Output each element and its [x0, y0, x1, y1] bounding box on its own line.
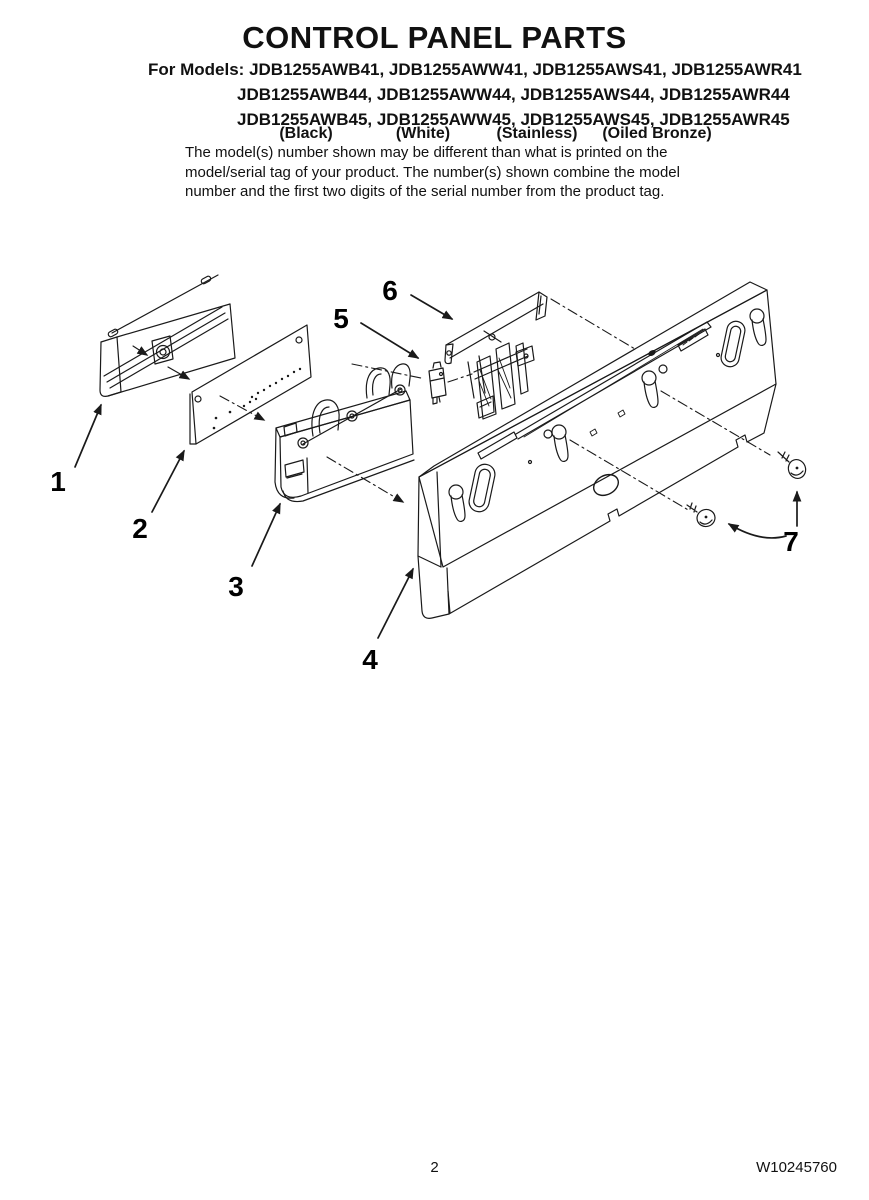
models-prefix: For Models: [148, 60, 245, 79]
disclaimer-line: The model(s) number shown may be different than what is printed on the [185, 144, 668, 161]
part-control-board [190, 325, 311, 444]
part-latch-assembly [445, 292, 547, 419]
callout-1: 1 [50, 466, 66, 497]
model-line: JDB1255AWB45, JDB1255AWW45, JDB1255AWS45, JDB1255AWR45 [237, 110, 790, 129]
callout-3: 3 [228, 571, 244, 602]
callout-2: 2 [132, 513, 148, 544]
keyhole-slot [552, 425, 568, 461]
oval-cutout [719, 320, 746, 369]
page-title: CONTROL PANEL PARTS [242, 20, 627, 55]
part-screw-upper [778, 452, 808, 481]
footer-document-number: W10245760 [756, 1159, 837, 1176]
callout-labels [50, 275, 799, 675]
callout-5: 5 [333, 303, 349, 334]
finish-label-black: (Black) [279, 125, 333, 142]
disclaimer-line: number and the first two digits of the serial number from the product tag. [185, 183, 665, 200]
footer-page-number: 2 [430, 1159, 439, 1176]
keyhole-slot [750, 309, 766, 345]
callout-6: 6 [382, 275, 398, 306]
keyhole-slot [642, 371, 658, 407]
callout-7: 7 [783, 526, 799, 557]
part-control-panel [418, 282, 776, 618]
finish-label-oiled-bronze: (Oiled Bronze) [602, 125, 712, 142]
keyhole-slot [449, 485, 465, 521]
model-line: JDB1255AWB44, JDB1255AWW44, JDB1255AWS44, JDB1255AWR44 [237, 85, 790, 104]
finish-label-white: (White) [395, 125, 451, 142]
finish-label-stainless: (Stainless) [496, 125, 578, 142]
part-switch [429, 362, 446, 404]
model-numbers: JDB1255AWB41, JDB1255AWW41, JDB1255AWS41, JDB1255AWR41 [249, 60, 802, 79]
disclaimer-line: model/serial tag of your product. The number(s) shown combine the model [185, 163, 680, 181]
callout-4: 4 [362, 644, 378, 675]
oval-cutout [467, 462, 497, 513]
part-screw-lower [687, 503, 717, 529]
part-control-housing [275, 364, 414, 502]
